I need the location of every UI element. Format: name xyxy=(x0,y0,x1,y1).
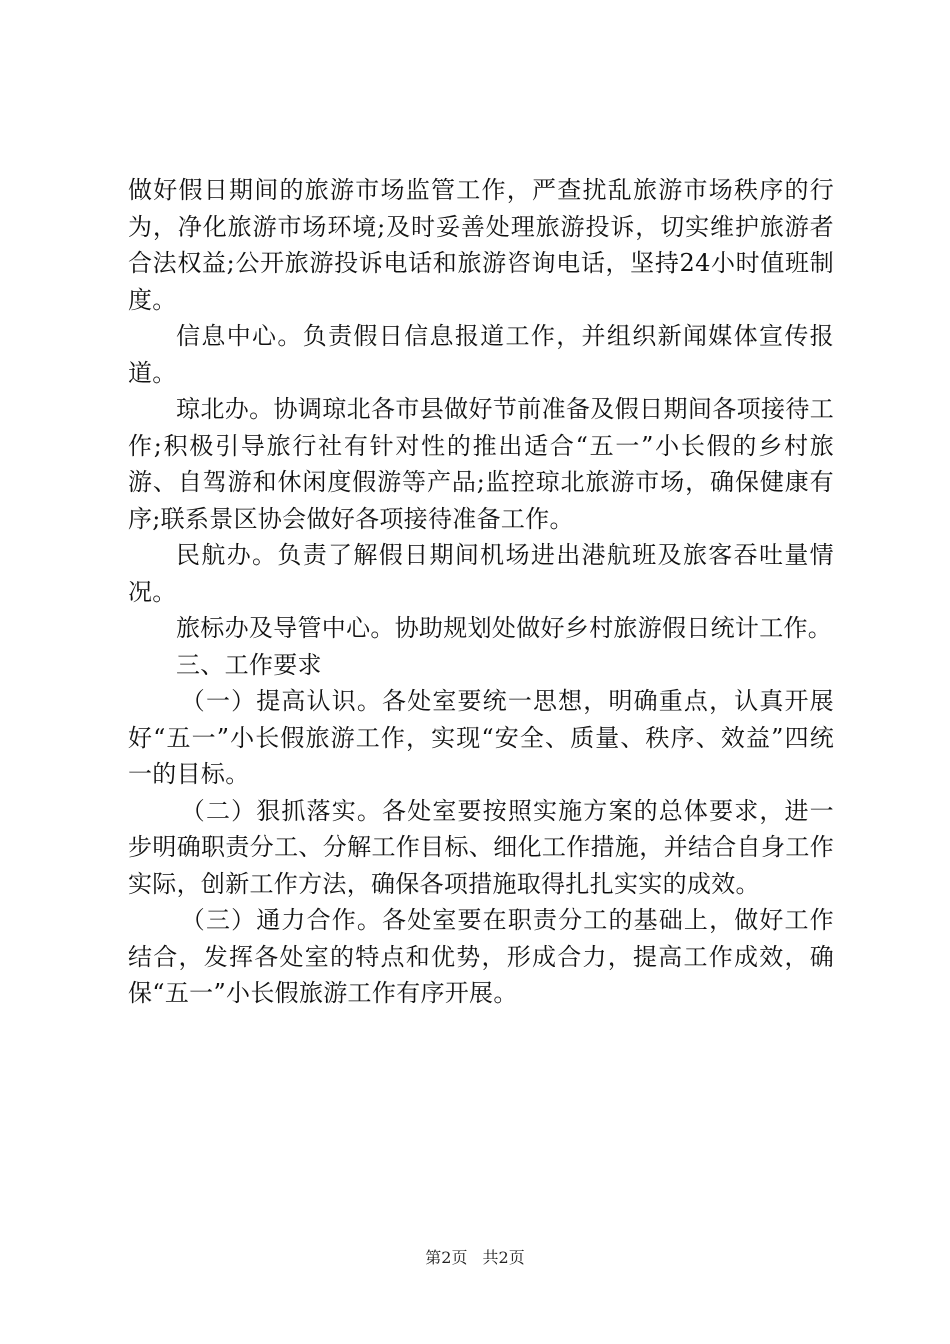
paragraph-requirement-2: （二）狠抓落实。各处室要按照实施方案的总体要求，进一步明确职责分工、分解工作目标、细化工作措施，并结合自身工作实际，创新工作方法，确保各项措施取得扎扎实实的成效。 xyxy=(128,796,834,898)
paragraph-requirement-3: （三）通力合作。各处室要在职责分工的基础上，做好工作结合，发挥各处室的特点和优势，形成合力，提高工作成效，确保“五一”小长假旅游工作有序开展。 xyxy=(128,906,834,1007)
page-footer xyxy=(0,1245,950,1268)
page-number: 第2页 xyxy=(425,1248,468,1267)
document-body xyxy=(128,172,834,1012)
paragraph-requirement-1: （一）提高认识。各处室要统一思想，明确重点，认真开展好“五一”小长假旅游工作，实现“安全、质量、秩序、效益”四统一的目标。 xyxy=(128,687,834,788)
section-heading-work-requirements: 三、工作要求 xyxy=(176,650,322,679)
paragraph-qiongbei-office: 琼北办。协调琼北各市县做好节前准备及假日期间各项接待工作;积极引导旅行社有针对性的推出适合“五一”小长假的乡村旅游、自驾游和休闲度假游等产品;监控琼北旅游市场，确保健康有序;联系景区协会做好各项接待准备工作。 xyxy=(128,395,834,533)
paragraph-info-center: 信息中心。负责假日信息报道工作，并组织新闻媒体宣传报道。 xyxy=(128,322,834,387)
paragraph-standards-office: 旅标办及导管中心。协助规划处做好乡村旅游假日统计工作。 xyxy=(176,614,833,642)
paragraph-market-supervision: 做好假日期间的旅游市场监管工作，严查扰乱旅游市场秩序的行为，净化旅游市场环境;及时妥善处理旅游投诉，切实维护旅游者合法权益;公开旅游投诉电话和旅游咨询电话，坚持24小时值班制度。 xyxy=(128,176,834,314)
paragraph-civil-aviation-office: 民航办。负责了解假日期间机场进出港航班及旅客吞吐量情况。 xyxy=(128,541,834,606)
page-total: 共2页 xyxy=(482,1248,525,1267)
